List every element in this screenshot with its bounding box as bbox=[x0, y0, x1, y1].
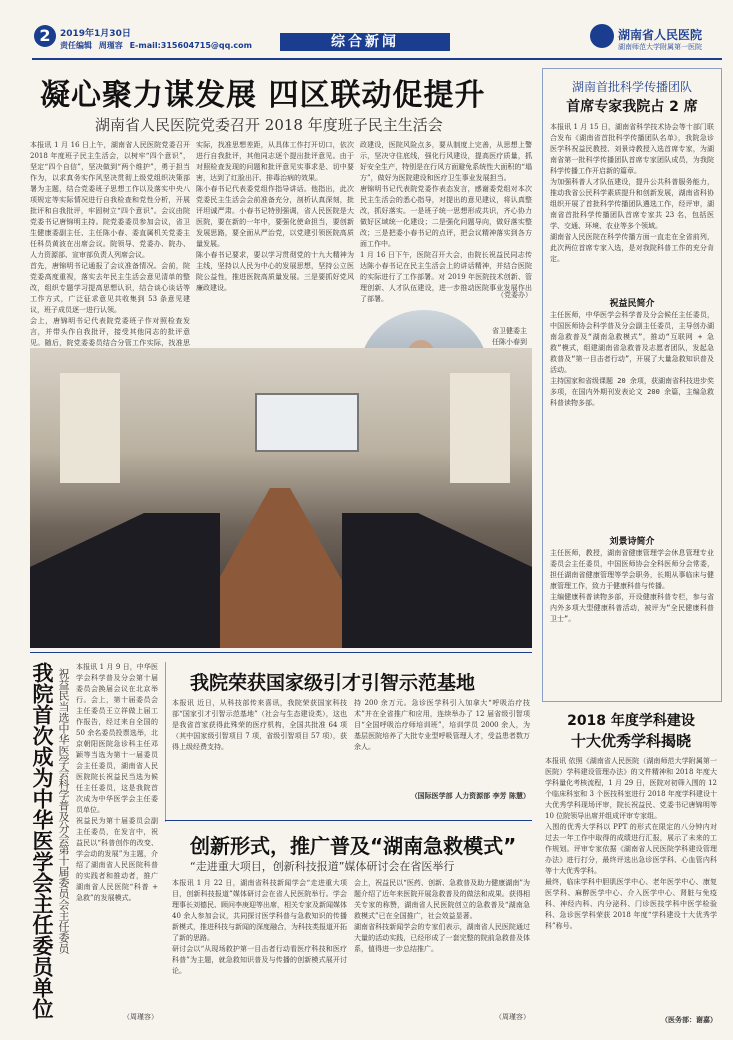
mid2-col2-p2: 湖南省科技新闻学会的专家们表示，湖南省人民医院通过大量的活动实践，已经形成了一套完整的院前急救普及体系，值得进一步总结推广。 bbox=[354, 923, 530, 953]
right3-credit: （医务部：谢嘉） bbox=[661, 1015, 717, 1024]
right3-p3: 最终，临床学科中胆肌医学中心、老年医学中心、康复医学科、麻醉医学中心、介入医学中心、肾脏与免疫科、神经内科、内分泌科、门诊医技学科中医学检验科、急诊医学科荣获 2018 年度“学科建设十大优秀学科”称号。 bbox=[545, 878, 717, 930]
left-story-rule bbox=[30, 652, 532, 653]
mid1-credit: （国际医学部 人力资源部 李芳 陈慧） bbox=[410, 791, 530, 800]
left-story-body bbox=[76, 662, 158, 1010]
lead-col-1 bbox=[30, 140, 190, 348]
paper-logo bbox=[590, 24, 614, 48]
mid1-title: 我院荣获国家级引才引智示范基地 bbox=[190, 672, 476, 694]
paper-subname: 湖南师范大学附属第一医院 bbox=[618, 43, 702, 51]
profile-2-p1: 主任医师，教授，湖南省健康管理学会休息管理专业委员会主任委员，中国医师协会全科医师分会常委，担任湖南省健康管理等学会职务，长期从事临床与健康管理工作，致力于健康科普与传播。 bbox=[550, 549, 714, 590]
lead-col2-p2: 陈小春书记代表委党组作指导讲话。他指出，此次党委民主生活会会前准备充分，剖析认真深刻，批评坦诚严肃。小春书记特别强调，省人民医院是大医院，要在新的一年中，要强化使命担当，要创新发展思路，要全面从严治党，以党建引领医院高质量发展。 bbox=[196, 185, 354, 248]
lead-headline: 凝心聚力谋发展 四区联动促提升 bbox=[40, 78, 486, 113]
profile-1-heading: 祝益民简介 bbox=[609, 299, 655, 309]
profile-2-heading: 刘景诗简介 bbox=[609, 537, 655, 547]
mid2-credit: （周瑾容） bbox=[495, 1013, 530, 1021]
left-story-credit: （周瑾容） bbox=[123, 1013, 158, 1021]
mid2-col-2 bbox=[354, 878, 530, 1012]
issue-date: 2019年1月30日 bbox=[60, 29, 131, 39]
lead-col1-p2: 首先，唐锦明书记通报了会议准备情况。会前，院党委高度重视，落实去年民主生活会意见清单的整改，组织专题学习提高思想认识，结合谈心谈话等工作方式，广泛征求意见共收集到 53 条意见建议，班子成员逐一进行认领。 bbox=[30, 262, 190, 314]
editor-email: E-mail:315604715@qq.com bbox=[129, 41, 252, 50]
mid2-title: 创新形式，推广普及“湖南急救模式” bbox=[190, 834, 517, 858]
profile-2-text bbox=[550, 548, 714, 694]
right1-title: 湖南首批科学传播团队 bbox=[571, 80, 692, 94]
profile-1-text bbox=[550, 310, 714, 532]
lead-col3-p2: 唐锦明书记代表院党委作表态发言，感谢委党组对本次民主生活会的悉心指导，对提出的意见建议，将认真整改，抓好落实。一是班子统一思想形成共识，齐心协力做好区域统一化建设；二是强化问题导向，做好落实整改；三是把委小春书记的点评，把会议精神落实到各方面工作中。 bbox=[360, 185, 532, 248]
right3-title-2: 十大优秀学科揭晓 bbox=[570, 732, 691, 750]
lead-credit: （党委办） bbox=[497, 291, 532, 299]
lead-col2-p1: 实际，找准思想差距，从具体工作打开切口，依次进行自我批评，其他同志逐个提出批评意见。由于对照检查发现的问题和批评意见实事求是、切中要害，达到了红脸出汗、排毒治病的效果。 bbox=[196, 141, 354, 182]
editor-name: 周瑾容 bbox=[98, 41, 123, 50]
right3-body bbox=[545, 756, 717, 1014]
photo-attendees-left bbox=[30, 513, 220, 648]
profile-1-p1: 主任医师，中华医学会科学普及分会候任主任委员，中国医师协会科学普及分会副主任委员，主导创办湖南急救普及“湖南急救模式”，推动“互联网 + 急救”模式，组建湖南省急救普及志愿者团队，发起急救普及“第一目击者行动”，开展了大量急救知识普及活动。 bbox=[550, 311, 714, 374]
mid2-col1-p1: 本报讯 1 月 22 日，湖南省科技新闻学会“走进重大项目，创新科技报道”媒体研讨会在省人民医院举行。学会理事长刘德民、顾问李庚迎等出席，相关专家及新闻媒体 40 余人参加会议，共同探讨医学科普与急救知识的传播新模式，推进科技与新闻的深度融合，为科技类报道开拓了新的思路。 bbox=[172, 879, 347, 942]
right1-p1: 本报讯 1 月 15 日，湖南省科学技术协会等十部门联合发布《湖南省首批科学传播团队名单》，我院急诊医学科祝益民教授、刘景诗教授入选首席专家，为湖南省第一批科学传播团队首席专家团队成员，为我院科学传播工作开启新的篇章。 bbox=[550, 123, 714, 175]
left-story-p2: 祝益民为第十届委员会副主任委员，在发言中，祝益民以“科普创作的改变、学会动的发展”为主题，介绍了湖南省人民医院科普的实践者和推动者，推广湖南省人民医院“科普 + 急救”的发展模式。 bbox=[76, 817, 158, 902]
masthead bbox=[0, 0, 733, 60]
right3-title: 2018 年度学科建设 bbox=[567, 713, 695, 729]
meeting-photo bbox=[30, 348, 532, 648]
inset-caption: 省卫健委主任陈小春到 bbox=[492, 327, 527, 346]
mid1-col-1: 本报讯 近日，从科技部传来喜讯，我院荣获国家科技部“国家引才引智示范基地”（社会与生态建设类），这也是我省首家获得此殊荣的医疗机构，全国共批准 64 项（其中国家级引智项目 7 项，省级引智项目 57 项），获得上级经费支持。 bbox=[172, 699, 347, 751]
lead-col-2 bbox=[196, 140, 354, 348]
right1-body bbox=[550, 122, 714, 290]
paper-name: 湖南省人民医院 bbox=[618, 28, 703, 42]
lead-col3-p3: 1 月 16 日下午，医院召开大会，由院长祝益民同志传达陈小春书记在民主生活会上的讲话精神，并结合医院的实际进行了工作部署。对 2019 年医院技术创新、管理创新、人才队伍建设，进一步推动医院事业发展作出了部署。 bbox=[360, 251, 532, 303]
mid2-col1-p2: 研讨会以“从现场救护第一目击者行动看医疗科技和医疗科普”为主题，就急救知识普及与传播的创新模式展开讨论。 bbox=[172, 945, 347, 975]
photo-window bbox=[450, 373, 510, 483]
lead-col1-p3: 会上，唐锦明书记代表院党委班子作对照检查发言，并带头作自我批评，接受其他同志的批评意见。随后，院党委委员结合分管工作实际，找准思 bbox=[30, 317, 190, 347]
page-number-badge: 2 bbox=[34, 25, 56, 47]
masthead-rule bbox=[32, 58, 722, 60]
right3-p1: 本报讯 依照《湖南省人民医院（湖南师范大学附属第一医院）学科建设管理办法》的文件精神和 2018 年度大学科量化考核流程，1 月 29 日，医院对初筛入围的 12 个临床科室和 3 个医技科室进行 2018 年度学科建设十大优秀学科现场评审，院长祝益民、党委书记唐锦明等 10 位院领导出席并组成评审专家组。 bbox=[545, 757, 717, 820]
lead-subhead: 湖南省人民医院党委召开 2018 年度班子民主生活会 bbox=[95, 116, 443, 134]
profile-2-p2: 主编健康科普读物多部，开设健康科普专栏，参与省内外多项大型健康科普活动，被评为“全民健康科普卫士”。 bbox=[550, 593, 714, 623]
mid2-subtitle: “走进重大项目，创新科技报道”媒体研讨会在省医举行 bbox=[190, 860, 455, 873]
editor-label: 责任编辑 bbox=[60, 41, 92, 50]
right1-title-2: 首席专家我院占 2 席 bbox=[566, 99, 698, 115]
profile-1-p2: 主持国家和省级课题 20 余项，获湖南省科技进步奖多项，在国内外期刊发表论文 200 余篇，主编急救科普读物多部。 bbox=[550, 377, 714, 407]
left-story-subtitle: 祝益民当选中华医学会科学普及分会第十届委员会主任委员 bbox=[57, 668, 70, 954]
section-banner: 综合新闻 bbox=[280, 33, 450, 51]
right3-p2: 入围的优秀大学科以 PPT 的形式在限定的八分钟内对过去一年工作中取得的成绩进行汇报，展示了未来的工作规划。评审专家依据《湖南省人民医院学科建设管理办法》进行打分，最终评选出急诊医学科、心血管内科等十大优秀学科。 bbox=[545, 823, 717, 875]
mid2-rule bbox=[165, 820, 532, 821]
lead-col1-p1: 本报讯 1 月 16 日上午，湖南省人民医院党委召开 2018 年度班子民主生活会，以树牢“四个意识”，坚定“四个自信”，坚决做到“两个维护”，勇于担当作为，以求真务实作风坚决贯彻上级党组织决策部署为主题，结合党委班子思想工作以及落实中央八项规定等实际情况进行自我检查和党性分析，开展批评和自我批评，牢固树立“四个意识”。会议由院党委书记唐锦明主持。院党委委员参加会议，省卫生健康委副主任、主任陈小春、委直属机关党委主任科员黄波在出席会议。院领导、党委办、院办、人力资源部、宣审部负责人列席会议。 bbox=[30, 141, 190, 259]
mid1-col-2: 持 200 余万元。急诊医学科引入加拿大“呼吸治疗技术”并在全省推广和应用，连续举办了 12 届省级引智项目“全国呼吸治疗师培训班”，培训学员 2000 余人，为基层医院培养了大批专业型呼吸管理人才，受益患者数万余人。 bbox=[354, 699, 530, 751]
photo-window bbox=[60, 373, 120, 483]
left-story-p1: 本报讯 1 月 9 日，中华医学会科学普及分会第十届委员会换届会议在北京举行。会上，第十届委员会主任委员王立祥做上届工作报告，经过来自全国的 50 余名委员投票选举，北京朝阳医院急诊科主任邓颖等当选为第十一届委员会主任委员，湖南省人民医院院长祝益民当选为候任主任委员，这是我院首次成为中华医学会主任委员单位。 bbox=[76, 663, 158, 814]
photo-screen bbox=[255, 393, 359, 452]
photo-attendees-right bbox=[342, 513, 532, 648]
mid2-col2-p1: 会上，祝益民以“医药、创新、急救普及助力健康湖南”为题介绍了近年来医院开展急救普及的做法和成果。获得相关专家的称赞，湖南省人民医院创立的急救普及“湖南急救模式”已在全国推广，社会效益显著。 bbox=[354, 879, 530, 920]
editor-line bbox=[60, 40, 252, 51]
lead-col3-p1: 政建设，医院风险点多，要从制度上完善，从思想上警示，坚决守住底线，强化行风建设，提高医疗质量，抓好安全生产，特别是在行风方面避免系统性大面积的“塌方”，做好为医院建设和医疗卫生事业发展担当。 bbox=[360, 141, 532, 182]
lead-col2-p3: 陈小春书记要求，要以学习贯彻党的十九大精神为主线，坚持以人民为中心的发展思想，坚持公立医院公益性，推进医院高质量发展。三是要抓好党风廉政建设。 bbox=[196, 251, 354, 292]
right1-p2: 为加强科普人才队伍建设，提升公共科普服务能力，推动我省公民科学素质提升和创新发展，湖南省科协组织开展了首批科学传播团队遴选工作，经评审，湖南省首批科学传播团队首席专家共 23 名，包括医学、交通、环境、农业等多个领域。 bbox=[550, 178, 714, 230]
left-story-title: 我院首次成为中华医学会主任委员单位 bbox=[30, 662, 54, 1019]
right1-p3: 湖南省人民医院在科学传播方面一直走在全省前列，此次两位首席专家入选，是对我院科普工作的充分肯定。 bbox=[550, 233, 714, 263]
mid2-col-1 bbox=[172, 878, 347, 1024]
